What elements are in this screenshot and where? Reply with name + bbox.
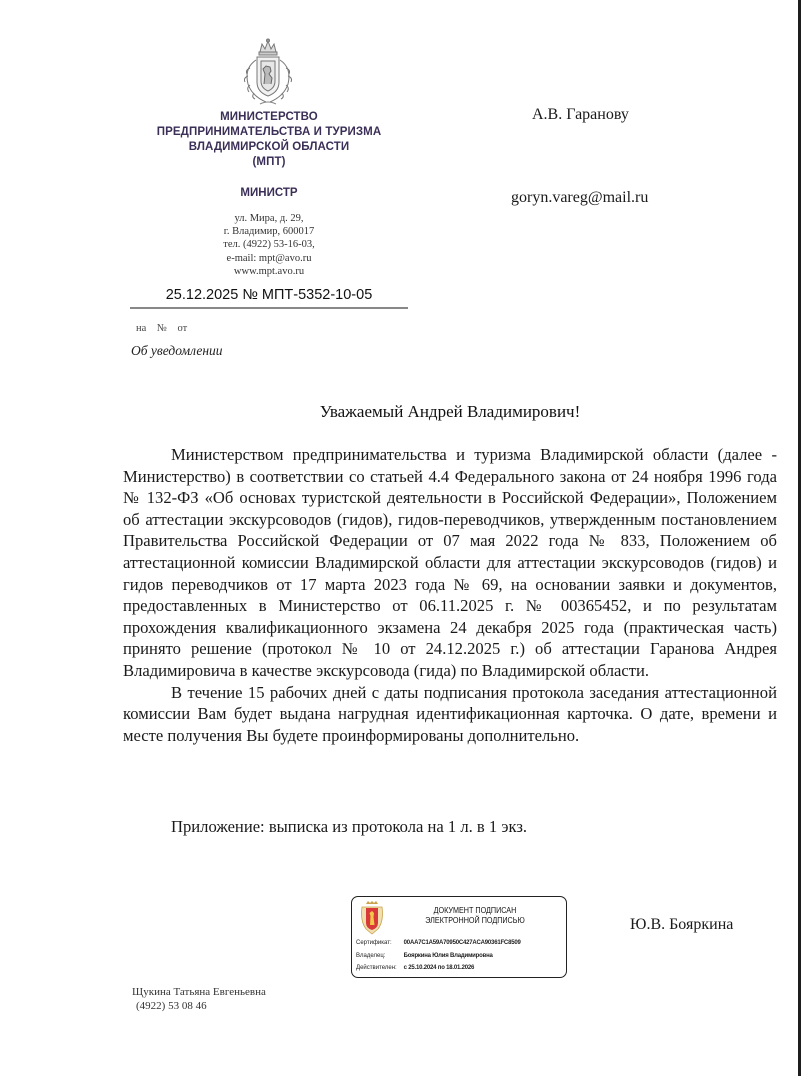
address-phone: тел. (4922) 53-16-03,	[223, 239, 315, 251]
owner-label: Владелец:	[356, 953, 386, 959]
body-paragraph: Министерством предпринимательства и туризма Владимирской области (далее - Министерство) в соответствии со статьей 4.4 Федерального закона от 24 ноября 1996 года № 132-ФЗ «Об основах туристской деятельности в Российской Федерации», Положением об аттестации экскурсоводов (гидов), гидов-переводчиков, утвержденным постановлением Правительства Российской Федерации от 07 мая 2022 года № 833, Положением об аттестационной комиссии Владимирской области для аттестации экскурсоводов (гидов) и гидов переводчиков от 17 марта 2023 года № 69, на основании заявки и документов, предоставленных в Министерство от 06.11.2025 г. № 00365452, и по результатам прохождения квалификационного экзамена 24 декабря 2025 года (практическая часть) принято решение (протокол № 10 от 24.12.2025 г.) об аттестации Гаранова Андрея Владимировича в качестве экскурсовода (гида) по Владимирской области.	[123, 445, 777, 680]
certificate-value: 00AA7C1A59A70950C427ACA90361FC8509	[403, 940, 521, 946]
letter-greeting: Уважаемый Андрей Владимирович!	[319, 402, 581, 421]
executor-phone: (4922) 53 08 46	[136, 1000, 207, 1012]
address-email: e-mail: mpt@avo.ru	[226, 252, 312, 264]
minister-title: МИНИСТР	[240, 187, 298, 199]
address-website: www.mpt.avo.ru	[233, 265, 305, 277]
address-street: ул. Мира, д. 29,	[234, 213, 304, 224]
executor-info	[132, 985, 266, 1013]
stamp-title-line: ЭЛЕКТРОННОЙ ПОДПИСЬЮ	[425, 916, 525, 925]
registration-divider	[130, 307, 408, 309]
stamp-title	[399, 906, 552, 926]
ministry-address	[130, 212, 408, 278]
address-city: г. Владимир, 600017	[223, 226, 315, 238]
stamp-certificate-row	[356, 940, 521, 946]
coat-of-arms-icon	[236, 38, 300, 110]
reference-line: на № от	[136, 323, 188, 334]
attachment-note: Приложение: выписка из протокола на 1 л. в 1 экз.	[171, 817, 528, 836]
owner-value: Бояркина Юлия Владимировна	[403, 953, 493, 959]
letter-subject: Об уведомлении	[131, 343, 223, 358]
stamp-owner-row	[356, 953, 493, 959]
ministry-name	[130, 110, 408, 170]
executor-name: Щукина Татьяна Евгеньевна	[132, 986, 266, 998]
validity-value: с 25.10.2024 по 18.01.2026	[403, 965, 475, 971]
ministry-name-line: (МПТ)	[252, 156, 286, 168]
stamp-title-line: ДОКУМЕНТ ПОДПИСАН	[433, 906, 517, 915]
electronic-signature-stamp	[351, 896, 567, 978]
signatory-name: Ю.В. Бояркина	[630, 916, 734, 933]
validity-label: Действителен:	[356, 965, 397, 971]
ministry-name-line: ВЛАДИМИРСКОЙ ОБЛАСТИ	[188, 141, 350, 153]
registration-number: 25.12.2025 № МПТ-5352-10-05	[165, 287, 373, 303]
ministry-name-line: ПРЕДПРИНИМАТЕЛЬСТВА И ТУРИЗМА	[156, 126, 382, 138]
letter-body	[123, 444, 777, 746]
body-paragraph: В течение 15 рабочих дней с даты подписания протокола заседания аттестационной комиссии Вам будет выдана нагрудная идентификационная карточка. О дате, времени и месте получения Вы будете проинформированы дополнительно.	[123, 682, 777, 745]
addressee-email: goryn.vareg@mail.ru	[511, 189, 649, 206]
addressee-name: А.В. Гаранову	[532, 106, 629, 123]
ministry-name-line: МИНИСТЕРСТВО	[220, 111, 318, 123]
certificate-label: Сертификат:	[356, 940, 392, 946]
region-emblem-icon	[360, 901, 384, 935]
stamp-validity-row	[356, 965, 474, 971]
